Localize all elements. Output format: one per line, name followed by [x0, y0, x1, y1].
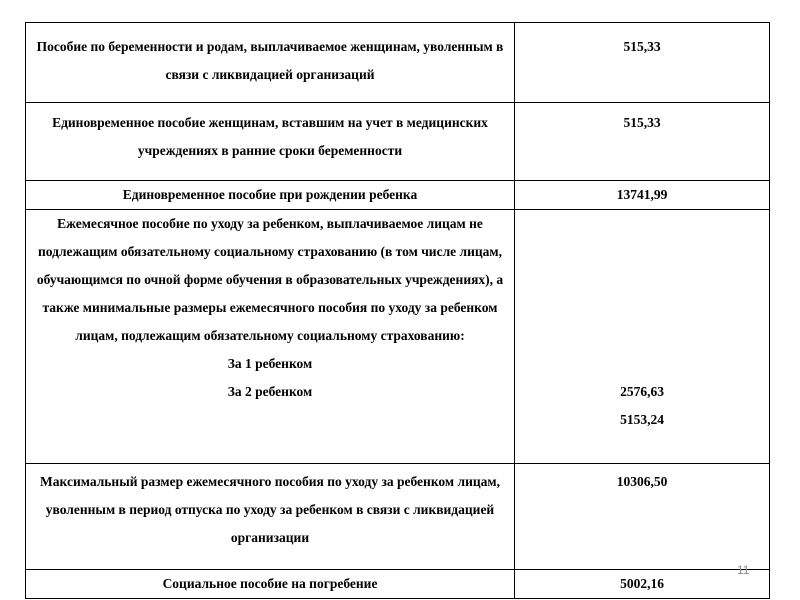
sub-item-label: За 1 ребенком — [227, 356, 313, 371]
page-number: 11 — [737, 563, 750, 577]
table-row — [26, 464, 770, 570]
benefits-table — [25, 22, 770, 599]
sub-item-amount: 2576,63 — [620, 384, 664, 399]
childcare-description: Ежемесячное пособие по уходу за ребенком, выплачиваемое лицам не подлежащим обязательному социальному страхованию (в том числе лицам, обучающимся по очной форме обучения в образовательных учреждениях), а также минимальные размеры ежемесячного пособия по уходу за ребенком лицам, подлежащим обязательному социальному страхованию: — [36, 216, 504, 343]
benefit-description — [26, 210, 515, 464]
table-row — [26, 103, 770, 181]
benefit-description: Максимальный размер ежемесячного пособия по уходу за ребенком лицам, уволенным в период отпуска по уходу за ребенком в связи с ликвидацией организации — [26, 464, 515, 570]
benefit-description: Пособие по беременности и родам, выплачиваемое женщинам, уволенным в связи с ликвидацией организаций — [26, 23, 515, 103]
table-row — [26, 570, 770, 599]
sub-item-amount: 5153,24 — [620, 412, 664, 427]
sub-item-label: За 2 ребенком — [227, 384, 313, 399]
benefit-amount: 5002,16 — [515, 570, 770, 599]
benefit-amount: 13741,99 — [515, 181, 770, 210]
benefit-amount: 515,33 — [515, 103, 770, 181]
table-row — [26, 23, 770, 103]
benefit-amount: 515,33 — [515, 23, 770, 103]
table-row — [26, 210, 770, 464]
benefit-description: Социальное пособие на погребение — [26, 570, 515, 599]
benefit-description: Единовременное пособие женщинам, вставшим на учет в медицинских учреждениях в ранние сроки беременности — [26, 103, 515, 181]
benefit-amount: 10306,50 — [515, 464, 770, 570]
benefit-description: Единовременное пособие при рождении ребенка — [26, 181, 515, 210]
benefit-amount — [515, 210, 770, 464]
table-row — [26, 181, 770, 210]
